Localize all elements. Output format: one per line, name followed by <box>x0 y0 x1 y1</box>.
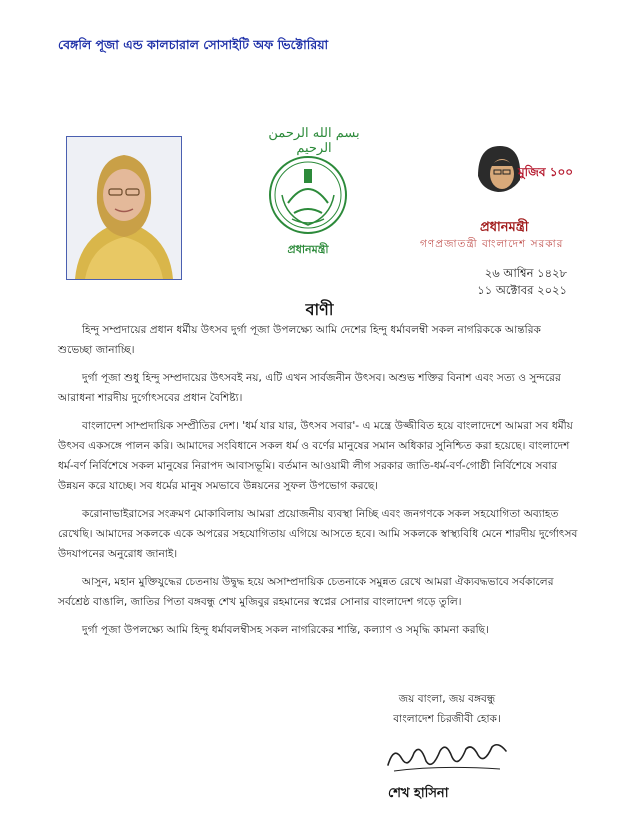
portrait-image <box>67 137 181 279</box>
closing-block <box>362 689 532 729</box>
signature <box>380 735 520 780</box>
closing-line-2: বাংলাদেশ চিরজীবী হোক। <box>393 713 501 725</box>
bismillah-calligraphy: بسم الله الرحمن الرحيم <box>268 126 360 156</box>
paragraph-1: হিন্দু সম্প্রদায়ের প্রধান ধর্মীয় উৎসব দুর্গা পূজা উপলক্ষ্যে আমি দেশের হিন্দু ধর্মাবলম্বী সকল নাগরিককে আন্তরিক শুভেচ্ছা জানাচ্ছি। <box>58 324 541 356</box>
message-body <box>58 320 578 648</box>
paragraph-3: বাংলাদেশ সাম্প্রদায়িক সম্প্রীতির দেশ। 'ধর্ম যার যার, উৎসব সবার'- এ মন্ত্রে উজ্জীবিত হয়ে বাংলাদেশে আমরা সব ধর্মীয় উৎসব একসঙ্গে পালন করি। আমাদের সংবিধানে সকল ধর্ম ও বর্ণের মানুষের সমান অধিকার সুনিশ্চিত করা হয়েছে। বাংলাদেশ ধর্ম-বর্ণ নির্বিশেষে সকল মানুষের নিরাপদ আবাসভূমি। বর্তমান আওয়ামী লীগ সরকার জাতি-ধর্ম-বর্ণ-গোষ্ঠী নির্বিশেষে সবার উন্নয়ন করে যাচ্ছে। সব ধর্মের মানুষ সমভাবে উন্নয়নের সুফল উপভোগ করছে। <box>58 420 573 492</box>
paragraph-2: দুর্গা পূজা শুধু হিন্দু সম্প্রদায়ের উৎসবই নয়, এটি এখন সার্বজনীন উৎসব। অশুভ শক্তির বিনাশ এবং সত্য ও সুন্দরের আরাধনা শারদীয় দুর্গোৎসবের প্রধান বৈশিষ্ট্য। <box>58 372 561 404</box>
prime-minister-title: প্রধানমন্ত্রী <box>480 220 529 235</box>
date-bangla: ২৬ আশ্বিন ১৪২৮ <box>484 266 567 280</box>
government-name: গণপ্রজাতন্ত্রী বাংলাদেশ সরকার <box>420 238 564 250</box>
organization-name: বেঙ্গলি পূজা এন্ড কালচারাল সোসাইটি অফ ভিক্টোরিয়া <box>58 37 329 52</box>
message-heading: বাণী <box>305 300 334 319</box>
mujib-100-label: মুজিব ১০০ <box>518 165 574 179</box>
paragraph-4: করোনাভাইরাসের সংক্রমণ মোকাবিলায় আমরা প্রয়োজনীয় ব্যবস্থা নিচ্ছি এবং জনগণকে সকল সহযোগিতা অব্যাহত রেখেছি। আমাদের সকলকে একে অপরের সহযোগিতায় এগিয়ে আসতে হবে। আমি সকলকে স্বাস্থ্যবিধি মেনে শারদীয় দুর্গোৎসব উদযাপনের অনুরোধ জানাই। <box>58 508 578 560</box>
mujib-100-logo <box>472 140 574 202</box>
paragraph-5: আসুন, মহান মুক্তিযুদ্ধের চেতনায় উদ্বুদ্ধ হয়ে অসাম্প্রদায়িক চেতনাকে সমুন্নত রেখে আমরা ঐক্যবদ্ধভাবে সর্বকালের সর্বশ্রেষ্ঠ বাঙালি, জাতির পিতা বঙ্গবন্ধু শেখ মুজিবুর রহমানের স্বপ্নের সোনার বাংলাদেশ গড়ে তুলি। <box>58 576 554 608</box>
date-english: ১১ অক্টোবর ২০২১ <box>477 283 567 297</box>
closing-line-1: জয় বাংলা, জয় বঙ্গবন্ধু <box>398 693 496 705</box>
emblem-block <box>264 155 352 265</box>
handwritten-signature-icon <box>380 735 520 780</box>
paragraph-6: দুর্গা পূজা উপলক্ষ্যে আমি হিন্দু ধর্মাবলম্বীসহ সকল নাগরিকের শান্তি, কল্যাণ ও সমৃদ্ধি কামনা করছি। <box>82 624 489 636</box>
portrait-photo <box>66 136 182 280</box>
signatory-name: শেখ হাসিনা <box>388 786 449 801</box>
emblem-caption: প্রধানমন্ত্রী <box>287 243 329 256</box>
